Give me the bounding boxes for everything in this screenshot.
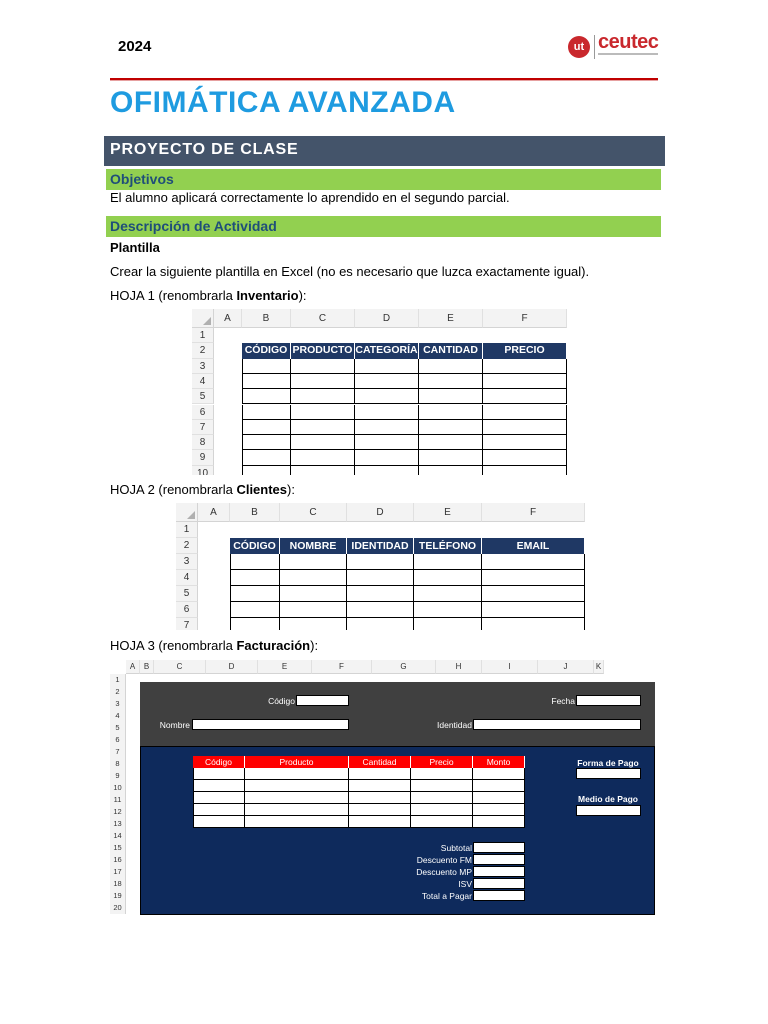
table-cell [291, 359, 355, 374]
table-cell [291, 405, 355, 420]
table-cell [347, 554, 414, 570]
invoice-table-header: Precio [411, 756, 473, 768]
table-cell [483, 435, 567, 450]
column-header: D [347, 503, 414, 522]
invoice-table-header: Monto [473, 756, 525, 768]
column-header: C [280, 503, 347, 522]
row-header: 1 [192, 328, 214, 343]
invoice-table-cell [349, 792, 411, 804]
table-header-label: EMAIL [516, 540, 550, 552]
table-cell [419, 450, 483, 465]
table-cell [483, 359, 567, 374]
table-cell [419, 405, 483, 420]
table-cell [291, 374, 355, 389]
table-cell [280, 570, 347, 586]
invoice-table-cell [349, 804, 411, 816]
hoja3-suffix: ): [310, 638, 319, 653]
table-header-cell [230, 538, 280, 554]
row-header: 8 [192, 435, 214, 450]
table-cell [347, 618, 414, 630]
row-header: 10 [110, 782, 126, 794]
table-cell [414, 554, 482, 570]
column-header: E [419, 309, 483, 328]
row-header: 7 [176, 618, 198, 630]
objectives-heading: Objetivos [110, 171, 174, 187]
table-cell [483, 420, 567, 435]
invoice-table-cell [193, 768, 245, 780]
table-header-label: IDENTIDAD [351, 540, 409, 552]
table-header-cell [355, 343, 419, 358]
forma-pago-field [576, 768, 641, 779]
hoja2-name: Clientes [236, 482, 288, 497]
table-header-cell [242, 343, 291, 358]
invoice-table-cell [473, 780, 525, 792]
totals-field [473, 878, 525, 889]
row-header: 3 [110, 698, 126, 710]
invoice-table-cell [411, 780, 473, 792]
table-header-label: CÓDIGO [244, 344, 288, 357]
column-header: A [126, 660, 140, 674]
invoice-table-cell [245, 804, 349, 816]
table-cell [414, 570, 482, 586]
row-header: 5 [110, 722, 126, 734]
table-cell [355, 435, 419, 450]
invoice-table-cell [193, 804, 245, 816]
header-rule-shadow [110, 80, 658, 81]
invoice-table-cell [411, 792, 473, 804]
select-all-corner [192, 309, 214, 328]
table-cell [347, 570, 414, 586]
table-header-cell [291, 343, 355, 358]
invoice-table-cell [349, 768, 411, 780]
invoice-table-cell [245, 780, 349, 792]
table-cell [414, 618, 482, 630]
table-header-label: CÓDIGO [233, 540, 276, 552]
row-header: 17 [110, 866, 126, 878]
row-header: 9 [192, 450, 214, 465]
column-header: B [230, 503, 280, 522]
invoice-table-cell [411, 816, 473, 828]
table-cell [280, 618, 347, 630]
row-header: 10 [192, 466, 214, 475]
table-cell [242, 420, 291, 435]
hoja3-caption [110, 638, 318, 653]
table-cell [355, 450, 419, 465]
hoja1-name: Inventario [236, 288, 299, 303]
table-cell [280, 554, 347, 570]
project-bar [104, 136, 665, 166]
column-header: C [154, 660, 206, 674]
identidad-label: Identidad [437, 720, 472, 730]
logo-divider [594, 35, 595, 59]
table-header-label: NOMBRE [289, 540, 337, 552]
table-cell [230, 586, 280, 602]
table-header-label: CATEGORÍA [355, 344, 418, 357]
row-header: 19 [110, 890, 126, 902]
table-cell [230, 602, 280, 618]
row-header: 5 [176, 586, 198, 602]
invoice-table-cell [193, 780, 245, 792]
table-header-label: PRODUCTO [292, 344, 353, 357]
row-header: 20 [110, 902, 126, 914]
row-header: 7 [192, 420, 214, 435]
table-cell [280, 602, 347, 618]
row-header: 13 [110, 818, 126, 830]
medio-pago-field [576, 805, 641, 816]
invoice-table-cell [349, 780, 411, 792]
row-header: 4 [176, 570, 198, 586]
row-header: 3 [176, 554, 198, 570]
row-header: 8 [110, 758, 126, 770]
row-header: 15 [110, 842, 126, 854]
hoja1-suffix: ): [298, 288, 307, 303]
table-cell [230, 570, 280, 586]
row-header: 6 [176, 602, 198, 618]
row-header: 6 [110, 734, 126, 746]
row-header: 9 [110, 770, 126, 782]
invoice-table-cell [473, 816, 525, 828]
row-header: 2 [176, 538, 198, 554]
row-header: 18 [110, 878, 126, 890]
table-cell [291, 435, 355, 450]
column-header: G [372, 660, 436, 674]
row-header: 4 [110, 710, 126, 722]
table-cell [355, 405, 419, 420]
table-header-cell [482, 538, 585, 554]
table-cell [230, 554, 280, 570]
fecha-label: Fecha [551, 696, 575, 706]
column-header: E [414, 503, 482, 522]
column-header: K [594, 660, 604, 674]
column-header: D [206, 660, 258, 674]
table-cell [291, 420, 355, 435]
sheet1-screenshot [192, 309, 578, 475]
row-header: 1 [110, 674, 126, 686]
activity-heading: Descripción de Actividad [110, 218, 277, 234]
table-cell [419, 359, 483, 374]
table-cell [419, 435, 483, 450]
hoja2-caption [110, 482, 295, 497]
project-bar-label: PROYECTO DE CLASE [110, 141, 299, 158]
hoja2-suffix: ): [287, 482, 295, 497]
document-title: OFIMÁTICA AVANZADA [110, 86, 456, 119]
objectives-bar [106, 169, 661, 190]
totals-label: Descuento MP [416, 867, 472, 877]
table-cell [482, 586, 585, 602]
invoice-table-cell [245, 816, 349, 828]
medio-pago-label: Medio de Pago [578, 794, 638, 804]
table-cell [242, 405, 291, 420]
table-cell [482, 602, 585, 618]
invoice-table-header: Producto [245, 756, 349, 768]
table-header-cell [347, 538, 414, 554]
logo-text: ceutec [598, 31, 659, 53]
logo-mark: ut [568, 36, 590, 58]
table-header-cell [483, 343, 567, 358]
invoice-table-cell [245, 792, 349, 804]
table-cell [242, 450, 291, 465]
hoja2-prefix: HOJA 2 (renombrarla [110, 482, 237, 497]
totals-label: ISV [458, 879, 472, 889]
invoice-table-cell [193, 792, 245, 804]
column-header: H [436, 660, 482, 674]
invoice-table-cell [411, 768, 473, 780]
row-header: 12 [110, 806, 126, 818]
logo-tagline [598, 53, 658, 55]
objectives-text: El alumno aplicará correctamente lo aprendido en el segundo parcial. [110, 190, 510, 205]
column-header: C [291, 309, 355, 328]
table-cell [483, 405, 567, 420]
table-cell [355, 359, 419, 374]
table-cell [482, 618, 585, 630]
table-cell [230, 618, 280, 630]
activity-bar [106, 216, 661, 237]
nombre-field [192, 719, 349, 730]
totals-field [473, 890, 525, 901]
invoice-table-cell [473, 768, 525, 780]
hoja3-prefix: HOJA 3 (renombrarla [110, 638, 237, 653]
row-header: 4 [192, 374, 214, 389]
activity-text: Crear la siguiente plantilla en Excel (no es necesario que luzca exactamente igual). [110, 264, 590, 279]
invoice-header-panel [140, 682, 655, 746]
table-cell [414, 602, 482, 618]
table-cell [419, 374, 483, 389]
invoice-table-cell [245, 768, 349, 780]
table-cell [242, 389, 291, 404]
column-header: F [312, 660, 372, 674]
totals-field [473, 854, 525, 865]
table-cell [242, 435, 291, 450]
row-header: 3 [192, 359, 214, 374]
row-header: 5 [192, 389, 214, 404]
invoice-table-cell [473, 804, 525, 816]
identidad-field [473, 719, 641, 730]
row-header: 14 [110, 830, 126, 842]
invoice-table-header: Código [193, 756, 245, 768]
hoja1-caption [110, 288, 307, 303]
column-header: B [140, 660, 154, 674]
column-header: I [482, 660, 538, 674]
sheet2-screenshot [176, 503, 591, 630]
hoja3-name: Facturación [236, 638, 311, 653]
table-header-cell [280, 538, 347, 554]
table-cell [242, 466, 291, 475]
codigo-label: Código [268, 696, 295, 706]
column-header: A [198, 503, 230, 522]
column-header: F [483, 309, 567, 328]
table-cell [291, 389, 355, 404]
nombre-label: Nombre [159, 720, 190, 730]
table-header-cell [414, 538, 482, 554]
row-header: 2 [192, 343, 214, 358]
row-header: 7 [110, 746, 126, 758]
column-header: B [242, 309, 291, 328]
table-cell [347, 586, 414, 602]
invoice-table-header: Cantidad [349, 756, 411, 768]
invoice-table-cell [193, 816, 245, 828]
table-cell [355, 466, 419, 475]
table-cell [242, 374, 291, 389]
invoice-table-cell [411, 804, 473, 816]
table-header-label: TELÉFONO [418, 540, 477, 552]
column-header: D [355, 309, 419, 328]
column-header: E [258, 660, 312, 674]
table-cell [355, 420, 419, 435]
row-header: 16 [110, 854, 126, 866]
table-cell [482, 570, 585, 586]
column-header: A [214, 309, 242, 328]
table-header-label: PRECIO [504, 344, 545, 357]
table-cell [482, 554, 585, 570]
row-header: 6 [192, 405, 214, 420]
table-header-label: CANTIDAD [423, 344, 478, 357]
row-header: 2 [110, 686, 126, 698]
year: 2024 [118, 38, 152, 55]
column-header: F [482, 503, 585, 522]
activity-subheading: Plantilla [110, 240, 160, 255]
table-cell [483, 450, 567, 465]
column-header: J [538, 660, 594, 674]
codigo-field [296, 695, 349, 706]
table-cell [483, 374, 567, 389]
table-header-cell [419, 343, 483, 358]
table-cell [419, 466, 483, 475]
ceutec-logo [568, 33, 658, 61]
totals-label: Descuento FM [416, 855, 472, 865]
table-cell [347, 602, 414, 618]
row-header: 1 [176, 522, 198, 538]
fecha-field [576, 695, 641, 706]
table-cell [419, 389, 483, 404]
table-cell [291, 466, 355, 475]
forma-pago-label: Forma de Pago [577, 758, 639, 768]
totals-field [473, 866, 525, 877]
table-cell [483, 466, 567, 475]
row-header: 11 [110, 794, 126, 806]
table-cell [280, 586, 347, 602]
select-all-corner [176, 503, 198, 522]
table-cell [483, 389, 567, 404]
totals-label: Total a Pagar [421, 891, 472, 901]
hoja1-prefix: HOJA 1 (renombrarla [110, 288, 237, 303]
invoice-table-cell [349, 816, 411, 828]
table-cell [355, 374, 419, 389]
table-cell [242, 359, 291, 374]
table-cell [419, 420, 483, 435]
table-cell [291, 450, 355, 465]
sheet3-screenshot [110, 660, 658, 916]
table-cell [414, 586, 482, 602]
table-cell [355, 389, 419, 404]
totals-field [473, 842, 525, 853]
invoice-table-cell [473, 792, 525, 804]
totals-label: Subtotal [440, 843, 472, 853]
